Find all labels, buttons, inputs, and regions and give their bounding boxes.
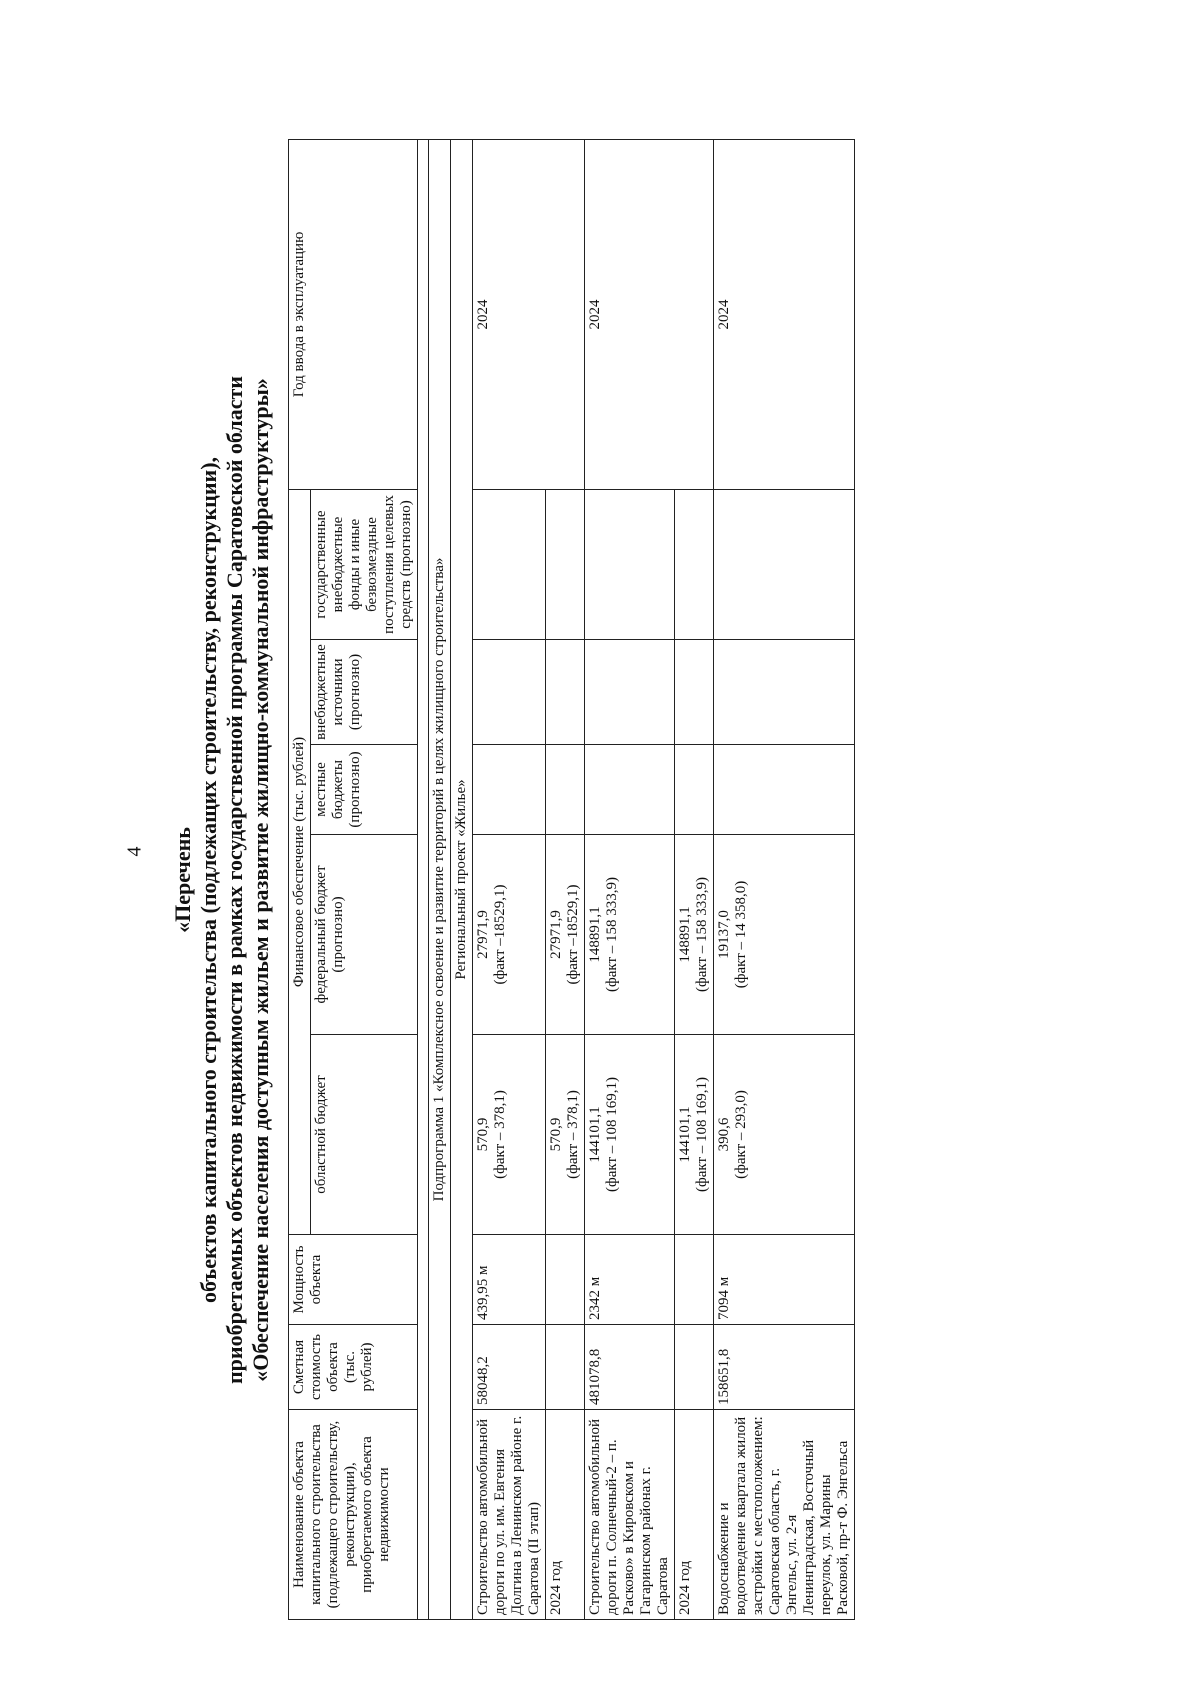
cell-cost: 58048,2 [473,1325,546,1410]
header-name: Наименование объекта капитального строительства (подлежащего строительству, реконструкции), приобретаемого объекта недвижимости [289,1410,418,1620]
cell-cost [546,1325,585,1410]
cell-regional: 570,9 (факт – 378,1) [473,1035,546,1235]
header-finance: Финансовое обеспечение (тыс. рублей) [289,489,311,1234]
cell-offbudget [473,640,546,745]
cell-capacity: 2342 м [585,1235,675,1325]
objects-table [288,139,855,1620]
subprogram-row: Подпрограмма 1 «Комплексное освоение и развитие территорий в целях жилищного строительства» [429,139,451,1619]
title-line-4: «Обеспечение населения доступным жильем и развитие жилищно-коммунальной инфраструктуры» [248,378,273,1382]
cell-capacity: 7094 м [714,1235,855,1325]
table-row [714,139,855,1619]
header-cost: Сметная стоимость объекта (тыс. рублей) [289,1325,418,1410]
header-year: Год ввода в эксплуатацию [289,139,418,489]
cell-capacity [546,1235,585,1325]
document-title [170,130,274,1630]
cell-federal: 27971,9 (факт –18529,1) [473,835,546,1035]
header-capacity: Мощность объекта [289,1235,418,1325]
page-number: 4 [123,846,146,857]
header-regional: областной бюджет [311,1035,418,1235]
table-row [473,139,546,1619]
cell-regional: 570,9 (факт – 378,1) [546,1035,585,1235]
title-line-1: «Перечень [170,827,195,933]
header-federal: федеральный бюджет (прогнозно) [311,835,418,1035]
cell-federal: 19137,0 (факт – 14 358,0) [714,835,855,1035]
cell-cost: 158651,8 [714,1325,855,1410]
cell-name: Водоснабжение и водоотведение квартала жилой застройки с местоположением: Саратовская область, г. Энгельс, ул. 2-я Ленинградская, Восточный переулок, ул. Марины Расковой, пр-т Ф. Энгельса [714,1410,855,1620]
cell-local [473,745,546,835]
cell-year: 2024 [714,139,855,489]
cell-statefunds [473,489,546,639]
cell-federal: 27971,9 (факт –18529,1) [546,835,585,1035]
cell-name: 2024 год [675,1410,714,1620]
cell-cost: 481078,8 [585,1325,675,1410]
project-row: Региональный проект «Жилье» [451,139,473,1619]
cell-federal: 148891,1 (факт – 158 333,9) [585,835,675,1035]
header-offbudget: внебюджетные источники (прогнозно) [311,640,418,745]
table-row [585,139,675,1619]
cell-year: 2024 [473,139,585,489]
cell-name: Строительство автомобильной дороги п. Солнечный-2 – п. Расково» в Кировском и Гагаринском районах г. Саратова [585,1410,675,1620]
cell-regional: 390,6 (факт – 293,0) [714,1035,855,1235]
header-statefunds: государственные внебюджетные фонды и иные безвозмездные поступления целевых средств (прогнозно) [311,489,418,639]
title-line-3: приобретаемых объектов недвижимости в рамках государственной программы Саратовской области [222,376,247,1384]
cell-regional: 144101,1 (факт – 108 169,1) [675,1035,714,1235]
title-line-2: объектов капитального строительства (подлежащих строительству, реконструкции), [196,456,221,1304]
cell-name: 2024 год [546,1410,585,1620]
cell-name: Строительство автомобильной дороги по ул. им. Евгения Долгина в Ленинском районе г. Саратова (II этап) [473,1410,546,1620]
cell-regional: 144101,1 (факт – 108 169,1) [585,1035,675,1235]
cell-capacity: 439,95 м [473,1235,546,1325]
rotated-sheet [170,130,1040,1630]
cell-year: 2024 [585,139,714,489]
header-local: местные бюджеты (прогнозно) [311,745,418,835]
cell-federal: 148891,1 (факт – 158 333,9) [675,835,714,1035]
